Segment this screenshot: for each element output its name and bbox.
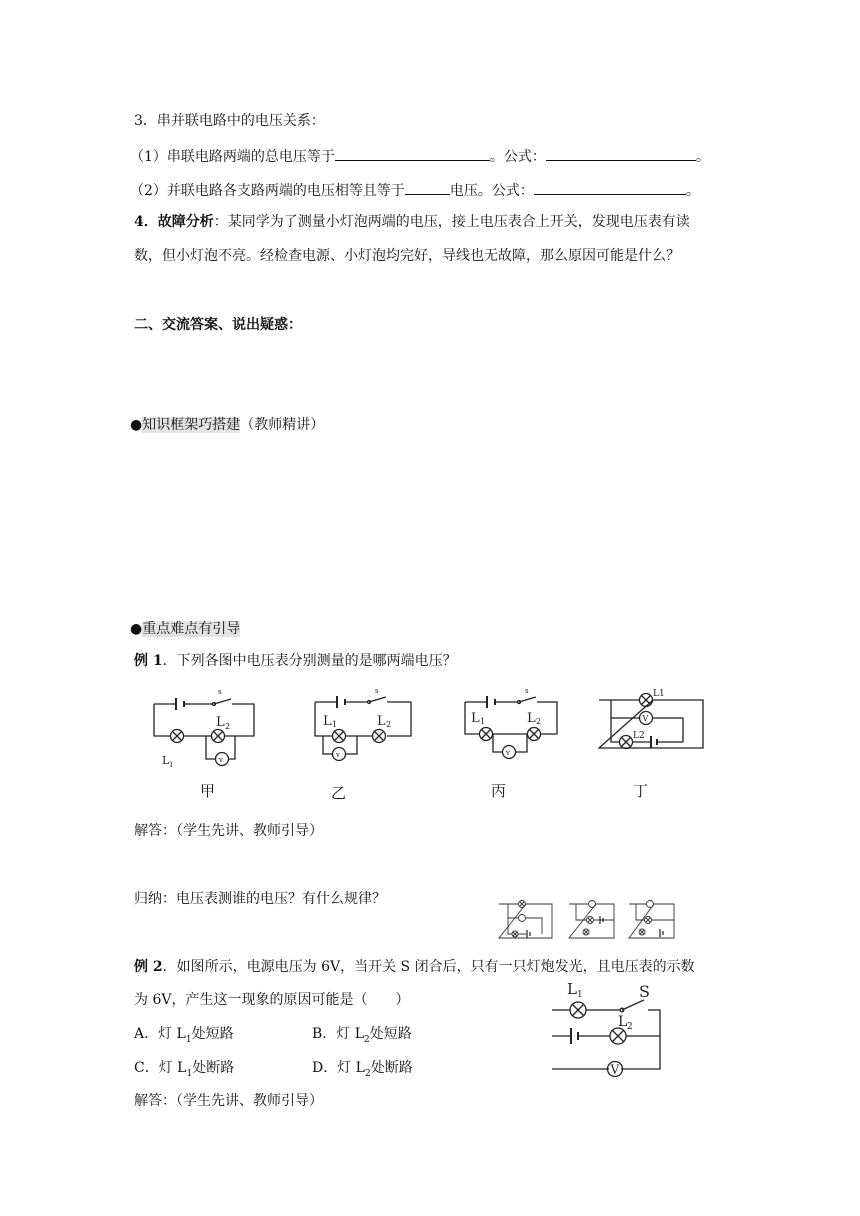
keypoints-heading: ●重点难点有引导 — [130, 621, 241, 637]
svg-text:L: L — [527, 711, 536, 726]
svg-text:L: L — [567, 982, 577, 998]
svg-text:s: s — [525, 687, 529, 695]
formula-blank[interactable] — [546, 145, 696, 161]
answer-blank[interactable] — [405, 179, 450, 195]
svg-text:v: v — [219, 756, 223, 764]
knowledge-framework: ●知识框架巧搭建（教师精讲） — [130, 417, 325, 433]
example-2-circuit-diagram — [548, 982, 666, 1082]
svg-text:V: V — [610, 1062, 620, 1077]
circuit-diagram-jia — [150, 686, 260, 778]
example-2-line-1: 例 2．如图所示，电源电压为 6V，当开关 S 闭合后，只有一只灯炮发光，且电压表的示数 — [134, 959, 695, 975]
q3-statement-2: （2）并联电路各支路两端的电压相等且等于 电压。公式： 。 — [130, 179, 700, 201]
caption-bing: 丙 — [491, 782, 507, 800]
svg-text:L: L — [216, 715, 225, 730]
circuit-diagram-bing — [461, 686, 561, 766]
svg-text:S: S — [639, 982, 650, 1001]
option-d[interactable]: D．灯 $L_2$处断路 — [312, 1060, 413, 1079]
svg-text:L2: L2 — [633, 731, 645, 741]
svg-text:V: V — [642, 714, 649, 723]
option-a[interactable]: A．灯 $L_1$处短路 — [134, 1026, 234, 1045]
svg-text:1: 1 — [332, 720, 338, 729]
svg-text:v: v — [336, 751, 340, 759]
svg-text:2: 2 — [386, 720, 392, 729]
circuit-diagram-ding — [595, 686, 707, 752]
caption-jia: 甲 — [200, 782, 216, 800]
summary-circuit-diagram-3 — [626, 894, 678, 940]
summary-circuit-diagram-1 — [496, 894, 556, 940]
section-heading: 二、交流答案、说出疑惑： — [134, 317, 302, 333]
svg-text:L: L — [162, 754, 170, 767]
q3-title: 3．串并联电路中的电压关系： — [134, 113, 325, 129]
svg-text:2: 2 — [536, 717, 542, 726]
answer-blank[interactable] — [335, 145, 490, 161]
svg-text:s: s — [218, 688, 222, 696]
example-1-question: 例 1．下列各图中电压表分别测量的是哪两端电压？ — [134, 653, 457, 669]
q4-line-1: 4．故障分析：某同学为了测量小灯泡两端的电压，接上电压表合上开关，发现电压表有读 — [134, 214, 690, 230]
svg-text:L: L — [377, 714, 386, 729]
svg-text:L1: L1 — [653, 689, 665, 699]
svg-text:L: L — [323, 714, 332, 729]
caption-ding: 丁 — [633, 782, 649, 800]
q4-label: 4．故障分析 — [134, 214, 214, 230]
svg-text:2: 2 — [225, 722, 231, 731]
svg-text:s: s — [375, 688, 379, 695]
svg-text:L: L — [471, 711, 480, 726]
summary-question: 归纳：电压表测谁的电压？有什么规律？ — [134, 891, 386, 907]
option-b[interactable]: B．灯 $L_2$处短路 — [312, 1026, 412, 1045]
summary-circuit-diagram-2 — [566, 894, 618, 940]
q4-line-2: 数，但小灯泡不亮。经检查电源、小灯泡均完好，导线也无故障，那么原因可能是什么？ — [134, 248, 680, 264]
circuit-diagram-yi — [311, 688, 415, 764]
svg-text:1: 1 — [480, 717, 486, 726]
caption-yi: 乙 — [331, 784, 347, 802]
option-c[interactable]: C．灯 $L_1$处断路 — [134, 1060, 235, 1079]
svg-text:1: 1 — [577, 990, 583, 1000]
svg-text:L: L — [618, 1014, 628, 1030]
svg-text:1: 1 — [169, 761, 174, 769]
example-2-line-2: 为 6V，产生这一现象的原因可能是（ ） — [134, 992, 410, 1008]
formula-blank[interactable] — [534, 179, 686, 195]
example-2-answer: 解答：（学生先讲、教师引导） — [134, 1093, 323, 1109]
svg-text:v: v — [506, 749, 510, 757]
q3-statement-1: （1）串联电路两端的总电压等于 。公式： 。 — [130, 145, 710, 167]
svg-text:2: 2 — [627, 1022, 633, 1032]
example-1-answer: 解答：（学生先讲、教师引导） — [134, 823, 323, 839]
